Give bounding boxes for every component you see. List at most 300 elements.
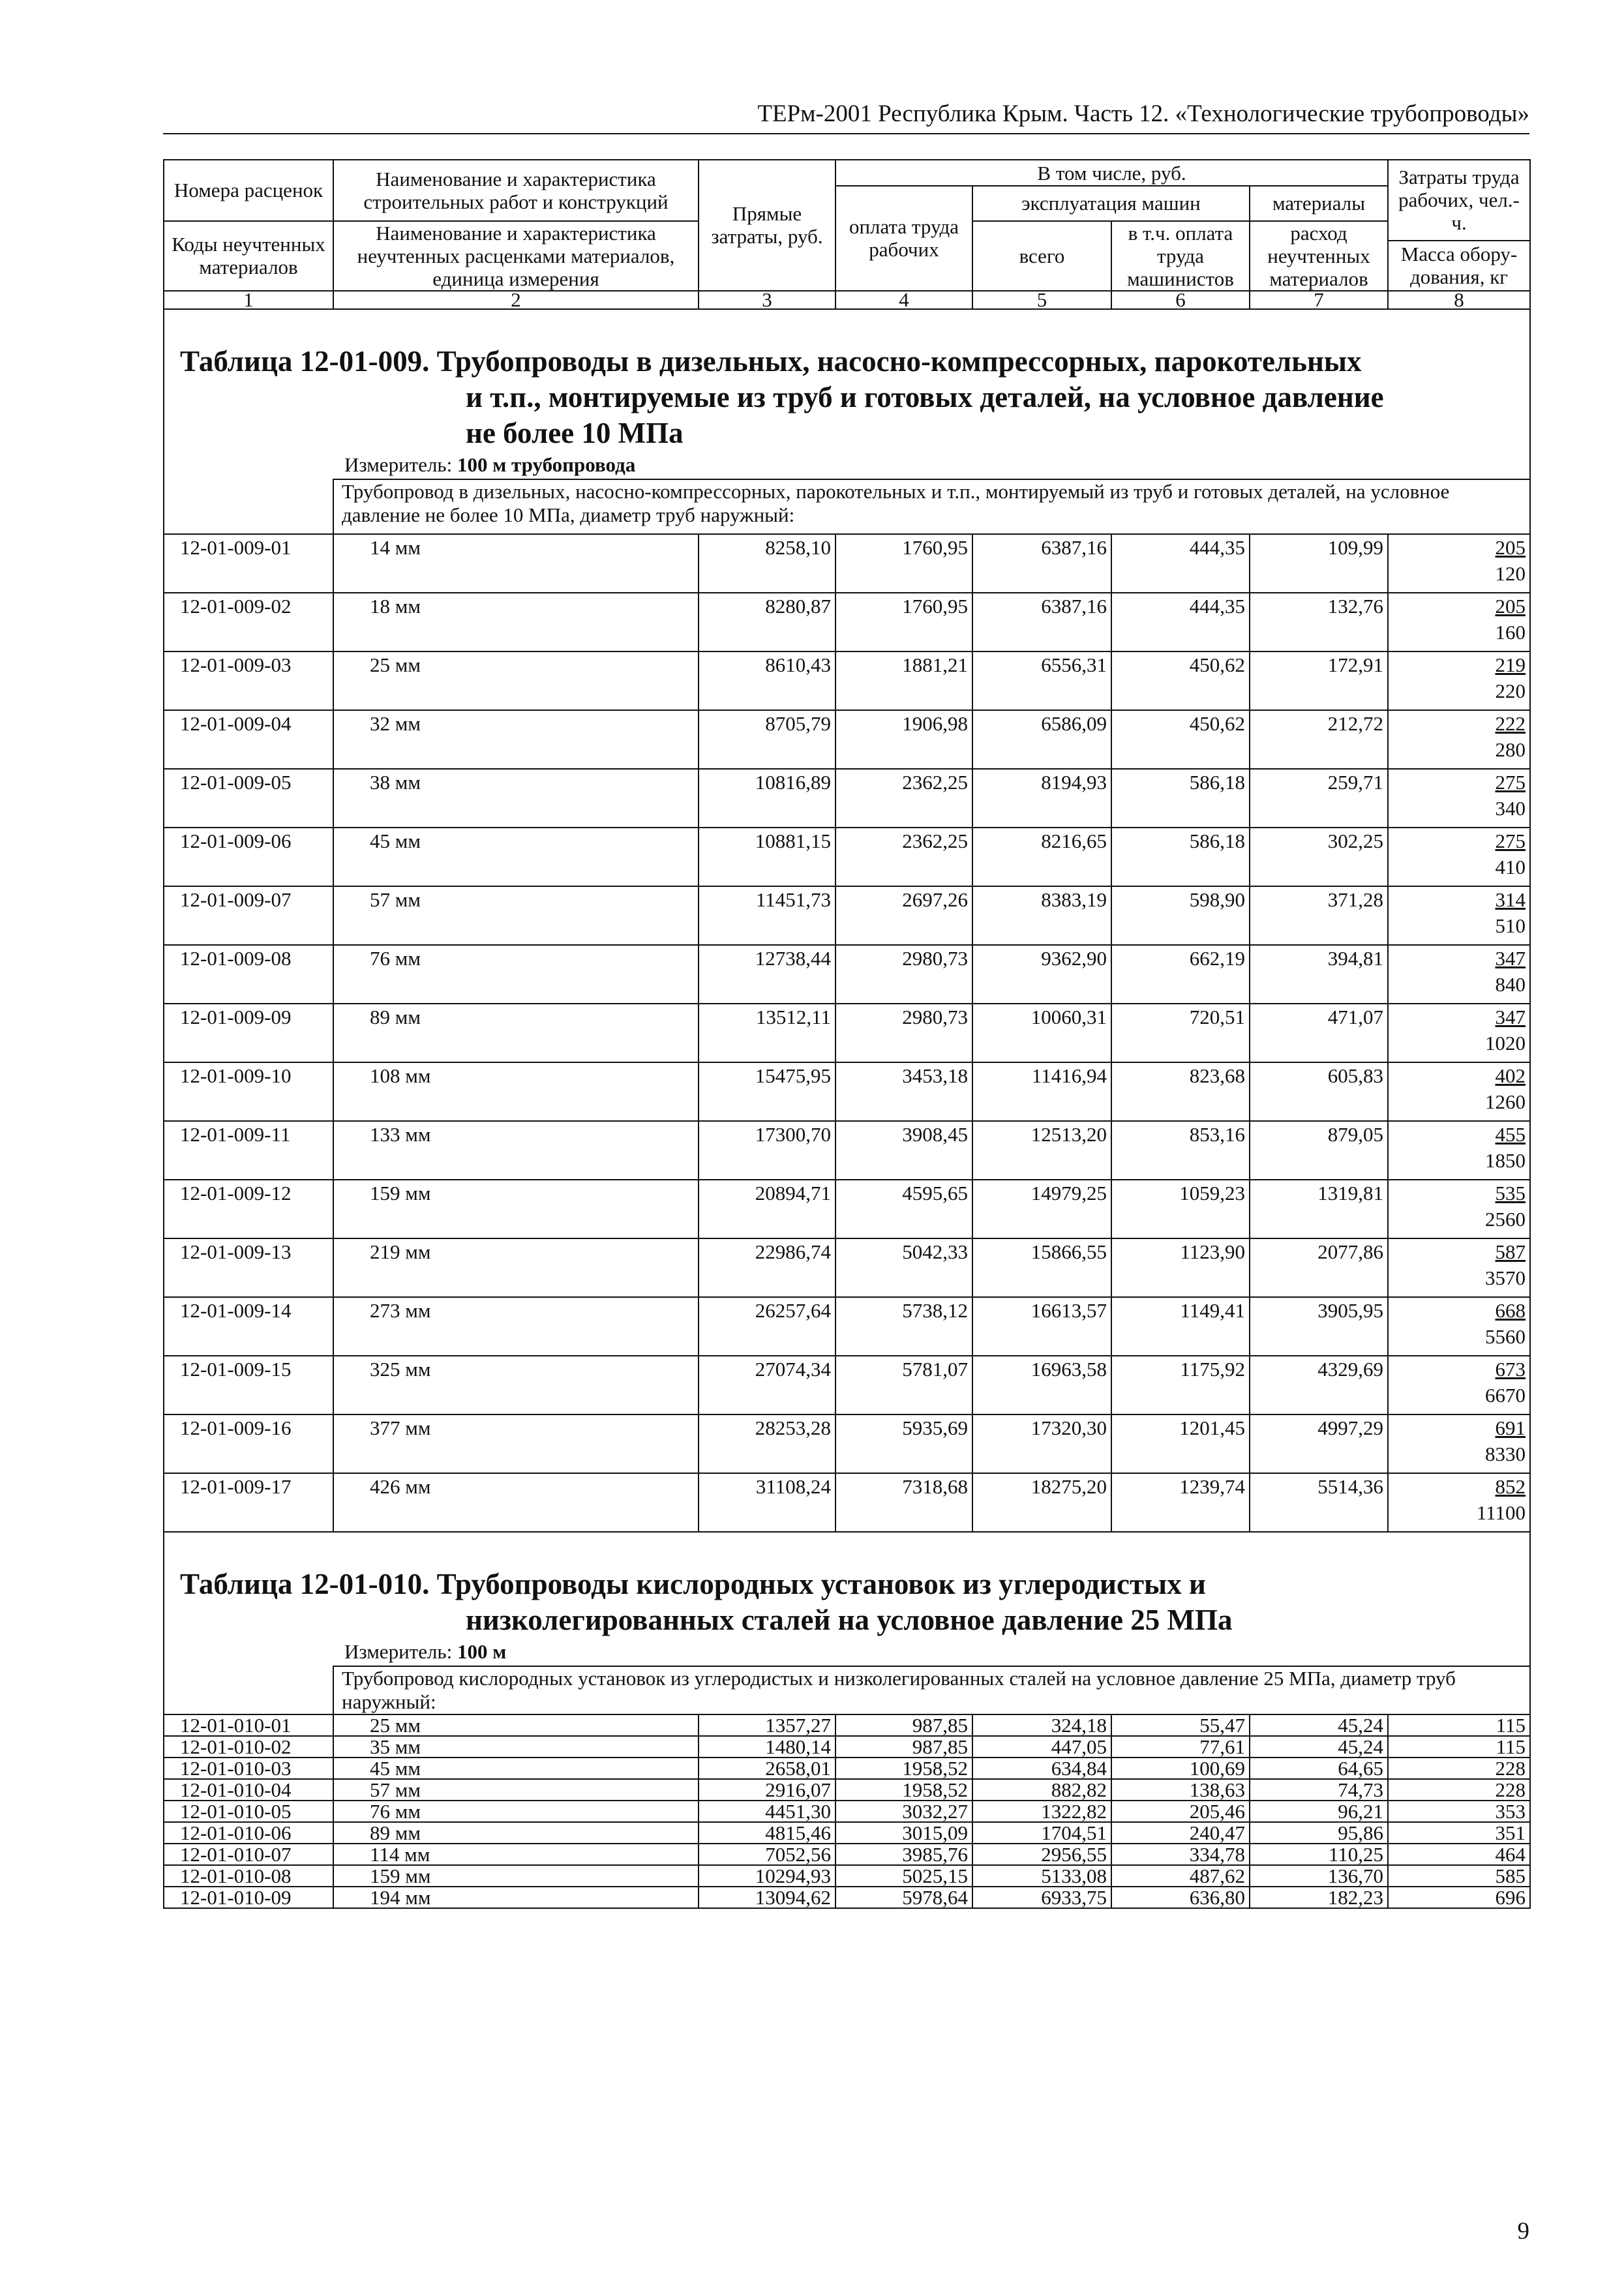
- labor-costs: 205: [1495, 594, 1526, 618]
- machinist-wages-cell: 450,62: [1111, 710, 1250, 769]
- labor-mass-cell: [1388, 593, 1530, 651]
- labor-mass-cell: [1388, 1758, 1530, 1779]
- equipment-mass: 11100: [1476, 1501, 1526, 1524]
- direct-costs-cell: 17300,70: [699, 1121, 835, 1180]
- table-row: [164, 534, 1530, 593]
- labor-costs: 351: [1495, 1821, 1526, 1844]
- labor-mass-cell: [1388, 1887, 1530, 1908]
- machinist-wages-cell: 598,90: [1111, 886, 1250, 945]
- rate-code-cell: 12-01-009-14: [164, 1297, 333, 1356]
- table-12-01-009-rows: [164, 534, 1530, 1532]
- equipment-mass: 220: [1495, 679, 1526, 702]
- rate-code-cell: 12-01-009-17: [164, 1473, 333, 1532]
- labor-costs: 347: [1495, 1005, 1526, 1028]
- rate-code-cell: 12-01-009-11: [164, 1121, 333, 1180]
- table-row: [164, 1238, 1530, 1297]
- labor-costs: 275: [1495, 770, 1526, 794]
- rate-code-cell: 12-01-010-09: [164, 1887, 333, 1908]
- header-machines-total: всего: [972, 221, 1111, 291]
- machines-total-cell: 10060,31: [972, 1004, 1111, 1062]
- wages-cell: 5738,12: [835, 1297, 972, 1356]
- table-row: [164, 1865, 1530, 1887]
- pipe-diameter-cell: 18 мм: [333, 593, 699, 651]
- table-row: [164, 886, 1530, 945]
- wages-cell: 3985,76: [835, 1844, 972, 1865]
- machines-total-cell: 6556,31: [972, 651, 1111, 710]
- direct-costs-cell: 22986,74: [699, 1238, 835, 1297]
- labor-mass-cell: [1388, 1062, 1530, 1121]
- direct-costs-cell: 7052,56: [699, 1844, 835, 1865]
- header-machinist-wages: в т.ч. оплата труда машинистов: [1111, 221, 1250, 291]
- wages-cell: 4595,65: [835, 1180, 972, 1238]
- machines-total-cell: 16613,57: [972, 1297, 1111, 1356]
- machinist-wages-cell: 636,80: [1111, 1887, 1250, 1908]
- labor-mass-cell: [1388, 1414, 1530, 1473]
- labor-costs: 668: [1495, 1298, 1526, 1322]
- labor-costs: 115: [1496, 1713, 1526, 1737]
- equipment-mass: 6670: [1485, 1383, 1526, 1407]
- machines-total-cell: 9362,90: [972, 945, 1111, 1004]
- pipe-diameter-cell: 25 мм: [333, 651, 699, 710]
- header-machines: эксплуатация машин: [972, 186, 1250, 221]
- wages-cell: 7318,68: [835, 1473, 972, 1532]
- direct-costs-cell: 20894,71: [699, 1180, 835, 1238]
- machinist-wages-cell: 1175,92: [1111, 1356, 1250, 1414]
- wages-cell: 2362,25: [835, 828, 972, 886]
- materials-cell: 95,86: [1250, 1822, 1388, 1844]
- header-equipment-mass: Масса обору-дования, кг: [1388, 241, 1530, 291]
- pipe-diameter-cell: 114 мм: [333, 1844, 699, 1865]
- pipe-diameter-cell: 32 мм: [333, 710, 699, 769]
- machinist-wages-cell: 77,61: [1111, 1736, 1250, 1758]
- direct-costs-cell: 12738,44: [699, 945, 835, 1004]
- materials-cell: 212,72: [1250, 710, 1388, 769]
- equipment-mass: 1260: [1485, 1090, 1526, 1113]
- rate-code-cell: 12-01-009-07: [164, 886, 333, 945]
- wages-cell: 5025,15: [835, 1865, 972, 1887]
- direct-costs-cell: 10816,89: [699, 769, 835, 828]
- table-12-01-009-heading: [164, 309, 1530, 534]
- labor-mass-cell: [1388, 1714, 1530, 1736]
- wages-cell: 1881,21: [835, 651, 972, 710]
- rate-code-cell: 12-01-010-05: [164, 1801, 333, 1822]
- machinist-wages-cell: 334,78: [1111, 1844, 1250, 1865]
- table-row: [164, 1801, 1530, 1822]
- labor-costs: 228: [1495, 1756, 1526, 1780]
- rate-code-cell: 12-01-009-06: [164, 828, 333, 886]
- pipe-diameter-cell: 76 мм: [333, 945, 699, 1004]
- table-row: [164, 769, 1530, 828]
- pipe-diameter-cell: 325 мм: [333, 1356, 699, 1414]
- wages-cell: 3453,18: [835, 1062, 972, 1121]
- pipe-diameter-cell: 426 мм: [333, 1473, 699, 1532]
- machinist-wages-cell: 1059,23: [1111, 1180, 1250, 1238]
- labor-mass-cell: [1388, 769, 1530, 828]
- wages-cell: 1906,98: [835, 710, 972, 769]
- machines-total-cell: 12513,20: [972, 1121, 1111, 1180]
- table-row: [164, 1714, 1530, 1736]
- machinist-wages-cell: 55,47: [1111, 1714, 1250, 1736]
- machines-total-cell: 447,05: [972, 1736, 1111, 1758]
- machinist-wages-cell: 586,18: [1111, 828, 1250, 886]
- table-row: [164, 1887, 1530, 1908]
- labor-costs: 691: [1495, 1416, 1526, 1439]
- materials-cell: 45,24: [1250, 1736, 1388, 1758]
- machines-total-cell: 11416,94: [972, 1062, 1111, 1121]
- equipment-mass: 120: [1495, 561, 1526, 585]
- header-labor-costs: Затраты труда рабочих, чел.-ч.: [1388, 160, 1530, 241]
- materials-cell: 64,65: [1250, 1758, 1388, 1779]
- materials-cell: 259,71: [1250, 769, 1388, 828]
- machinist-wages-cell: 823,68: [1111, 1062, 1250, 1121]
- machines-total-cell: 6933,75: [972, 1887, 1111, 1908]
- materials-cell: 109,99: [1250, 534, 1388, 593]
- direct-costs-cell: 1480,14: [699, 1736, 835, 1758]
- machines-total-cell: 6387,16: [972, 593, 1111, 651]
- machinist-wages-cell: 586,18: [1111, 769, 1250, 828]
- rate-code-cell: 12-01-009-10: [164, 1062, 333, 1121]
- labor-costs: 228: [1495, 1778, 1526, 1801]
- table-row: [164, 1736, 1530, 1758]
- wages-cell: 2697,26: [835, 886, 972, 945]
- rate-code-cell: 12-01-010-06: [164, 1822, 333, 1844]
- machinist-wages-cell: 720,51: [1111, 1004, 1250, 1062]
- pipe-diameter-cell: 25 мм: [333, 1714, 699, 1736]
- header-rate-numbers: Номера расценок: [164, 160, 333, 221]
- machines-total-cell: 1704,51: [972, 1822, 1111, 1844]
- labor-costs: 347: [1495, 946, 1526, 970]
- table-title-cell: [164, 309, 1530, 479]
- header-including: В том числе, руб.: [835, 160, 1388, 186]
- rate-code-cell: 12-01-009-13: [164, 1238, 333, 1297]
- machines-total-cell: 1322,82: [972, 1801, 1111, 1822]
- equipment-mass: 5560: [1485, 1324, 1526, 1348]
- materials-cell: 2077,86: [1250, 1238, 1388, 1297]
- machinist-wages-cell: 205,46: [1111, 1801, 1250, 1822]
- rate-code-cell: 12-01-010-08: [164, 1865, 333, 1887]
- materials-cell: 302,25: [1250, 828, 1388, 886]
- materials-cell: 4329,69: [1250, 1356, 1388, 1414]
- rate-code-cell: 12-01-009-15: [164, 1356, 333, 1414]
- materials-cell: 96,21: [1250, 1801, 1388, 1822]
- labor-mass-cell: [1388, 1801, 1530, 1822]
- labor-costs: 219: [1495, 653, 1526, 676]
- table-subheading: Трубопровод кислородных установок из углеродистых и низколегированных сталей на условное давление 25 МПа, диаметр труб наружный:: [333, 1666, 1530, 1714]
- direct-costs-cell: 8280,87: [699, 593, 835, 651]
- table-12-01-010-heading: [164, 1532, 1530, 1714]
- table-row: [164, 651, 1530, 710]
- labor-mass-cell: [1388, 1180, 1530, 1238]
- direct-costs-cell: 2658,01: [699, 1758, 835, 1779]
- pipe-diameter-cell: 76 мм: [333, 1801, 699, 1822]
- rate-code-cell: 12-01-009-12: [164, 1180, 333, 1238]
- table-row: [164, 1297, 1530, 1356]
- machinist-wages-cell: 100,69: [1111, 1758, 1250, 1779]
- pipe-diameter-cell: 89 мм: [333, 1822, 699, 1844]
- equipment-mass: 840: [1495, 972, 1526, 996]
- machines-total-cell: 8216,65: [972, 828, 1111, 886]
- wages-cell: 3015,09: [835, 1822, 972, 1844]
- machines-total-cell: 15866,55: [972, 1238, 1111, 1297]
- rate-code-cell: 12-01-010-04: [164, 1779, 333, 1801]
- direct-costs-cell: 2916,07: [699, 1779, 835, 1801]
- wages-cell: 1958,52: [835, 1758, 972, 1779]
- labor-costs: 585: [1495, 1864, 1526, 1887]
- machines-total-cell: 18275,20: [972, 1473, 1111, 1532]
- materials-cell: 371,28: [1250, 886, 1388, 945]
- wages-cell: 5781,07: [835, 1356, 972, 1414]
- materials-cell: 74,73: [1250, 1779, 1388, 1801]
- rate-code-cell: 12-01-010-01: [164, 1714, 333, 1736]
- materials-cell: 110,25: [1250, 1844, 1388, 1865]
- pipe-diameter-cell: 45 мм: [333, 828, 699, 886]
- labor-mass-cell: [1388, 1473, 1530, 1532]
- table-row: [164, 593, 1530, 651]
- machinist-wages-cell: 1149,41: [1111, 1297, 1250, 1356]
- labor-mass-cell: [1388, 1238, 1530, 1297]
- rate-code-cell: 12-01-010-03: [164, 1758, 333, 1779]
- price-table: [163, 159, 1531, 1909]
- machinist-wages-cell: 853,16: [1111, 1121, 1250, 1180]
- table-subheading: Трубопровод в дизельных, насосно-компрессорных, парокотельных и т.п., монтируемый из труб и готовых деталей, на условное давление не более 10 МПа, диаметр труб наружный:: [333, 479, 1530, 534]
- table-row: [164, 828, 1530, 886]
- machinist-wages-cell: 487,62: [1111, 1865, 1250, 1887]
- materials-cell: 879,05: [1250, 1121, 1388, 1180]
- labor-costs: 314: [1495, 888, 1526, 911]
- machinist-wages-cell: 662,19: [1111, 945, 1250, 1004]
- materials-cell: 394,81: [1250, 945, 1388, 1004]
- rate-code-cell: 12-01-009-01: [164, 534, 333, 593]
- equipment-mass: 1850: [1485, 1148, 1526, 1172]
- materials-cell: 45,24: [1250, 1714, 1388, 1736]
- wages-cell: 5935,69: [835, 1414, 972, 1473]
- empty-cell: [164, 1666, 333, 1714]
- direct-costs-cell: 1357,27: [699, 1714, 835, 1736]
- pipe-diameter-cell: 57 мм: [333, 1779, 699, 1801]
- pipe-diameter-cell: 57 мм: [333, 886, 699, 945]
- rate-code-cell: 12-01-009-05: [164, 769, 333, 828]
- machines-total-cell: 5133,08: [972, 1865, 1111, 1887]
- machinist-wages-cell: 138,63: [1111, 1779, 1250, 1801]
- labor-mass-cell: [1388, 945, 1530, 1004]
- rate-code-cell: 12-01-009-16: [164, 1414, 333, 1473]
- materials-cell: 136,70: [1250, 1865, 1388, 1887]
- direct-costs-cell: 27074,34: [699, 1356, 835, 1414]
- direct-costs-cell: 8258,10: [699, 534, 835, 593]
- wages-cell: 987,85: [835, 1736, 972, 1758]
- running-header: ТЕРм-2001 Республика Крым. Часть 12. «Технологические трубопроводы»: [163, 98, 1529, 134]
- labor-costs: 115: [1496, 1735, 1526, 1758]
- machines-total-cell: 6387,16: [972, 534, 1111, 593]
- machinist-wages-cell: 1123,90: [1111, 1238, 1250, 1297]
- direct-costs-cell: 8610,43: [699, 651, 835, 710]
- labor-mass-cell: [1388, 651, 1530, 710]
- labor-mass-cell: [1388, 1822, 1530, 1844]
- rate-code-cell: 12-01-010-02: [164, 1736, 333, 1758]
- labor-costs: 455: [1495, 1122, 1526, 1146]
- equipment-mass: 1020: [1485, 1031, 1526, 1055]
- materials-cell: 132,76: [1250, 593, 1388, 651]
- rate-code-cell: 12-01-009-09: [164, 1004, 333, 1062]
- direct-costs-cell: 8705,79: [699, 710, 835, 769]
- rate-code-cell: 12-01-009-08: [164, 945, 333, 1004]
- equipment-mass: 160: [1495, 620, 1526, 644]
- table-row: [164, 1779, 1530, 1801]
- equipment-mass: 2560: [1485, 1207, 1526, 1231]
- table-row: [164, 1062, 1530, 1121]
- rate-code-cell: 12-01-009-02: [164, 593, 333, 651]
- wages-cell: 2362,25: [835, 769, 972, 828]
- pipe-diameter-cell: 35 мм: [333, 1736, 699, 1758]
- equipment-mass: 510: [1495, 914, 1526, 937]
- labor-costs: 353: [1495, 1799, 1526, 1823]
- direct-costs-cell: 13512,11: [699, 1004, 835, 1062]
- machines-total-cell: 2956,55: [972, 1844, 1111, 1865]
- labor-mass-cell: [1388, 886, 1530, 945]
- header-work-name: Наименование и характеристика строительных работ и конструкций: [333, 160, 699, 221]
- equipment-mass: 8330: [1485, 1442, 1526, 1465]
- machines-total-cell: 8194,93: [972, 769, 1111, 828]
- labor-costs: 222: [1495, 711, 1526, 735]
- wages-cell: 2980,73: [835, 945, 972, 1004]
- col-number: 2: [333, 291, 699, 309]
- materials-cell: 605,83: [1250, 1062, 1388, 1121]
- direct-costs-cell: 13094,62: [699, 1887, 835, 1908]
- table-title-cell: [164, 1532, 1530, 1666]
- machinist-wages-cell: 444,35: [1111, 534, 1250, 593]
- wages-cell: 5978,64: [835, 1887, 972, 1908]
- pipe-diameter-cell: 273 мм: [333, 1297, 699, 1356]
- table-row: [164, 1822, 1530, 1844]
- labor-mass-cell: [1388, 1844, 1530, 1865]
- materials-cell: 4997,29: [1250, 1414, 1388, 1473]
- header-material-codes: Коды неучтенных материалов: [164, 221, 333, 291]
- pipe-diameter-cell: 45 мм: [333, 1758, 699, 1779]
- labor-mass-cell: [1388, 1865, 1530, 1887]
- wages-cell: 5042,33: [835, 1238, 972, 1297]
- wages-cell: 1958,52: [835, 1779, 972, 1801]
- labor-mass-cell: [1388, 534, 1530, 593]
- pipe-diameter-cell: 159 мм: [333, 1865, 699, 1887]
- machinist-wages-cell: 450,62: [1111, 651, 1250, 710]
- direct-costs-cell: 4451,30: [699, 1801, 835, 1822]
- col-number: 7: [1250, 291, 1388, 309]
- equipment-mass: 340: [1495, 796, 1526, 820]
- col-number: 8: [1388, 291, 1530, 309]
- table-row: [164, 1356, 1530, 1414]
- rate-code-cell: 12-01-009-03: [164, 651, 333, 710]
- labor-costs: 535: [1495, 1181, 1526, 1204]
- col-number: 5: [972, 291, 1111, 309]
- labor-costs: 587: [1495, 1240, 1526, 1263]
- wages-cell: 3032,27: [835, 1801, 972, 1822]
- wages-cell: 1760,95: [835, 593, 972, 651]
- machinist-wages-cell: 240,47: [1111, 1822, 1250, 1844]
- col-number: 6: [1111, 291, 1250, 309]
- direct-costs-cell: 15475,95: [699, 1062, 835, 1121]
- machines-total-cell: 634,84: [972, 1758, 1111, 1779]
- materials-cell: 3905,95: [1250, 1297, 1388, 1356]
- table-12-01-010-rows: [164, 1714, 1530, 1908]
- machines-total-cell: 16963,58: [972, 1356, 1111, 1414]
- table-row: [164, 1004, 1530, 1062]
- direct-costs-cell: 10881,15: [699, 828, 835, 886]
- equipment-mass: 280: [1495, 738, 1526, 761]
- machines-total-cell: 882,82: [972, 1779, 1111, 1801]
- materials-cell: 471,07: [1250, 1004, 1388, 1062]
- labor-mass-cell: [1388, 1779, 1530, 1801]
- col-number: 1: [164, 291, 333, 309]
- empty-cell: [164, 479, 333, 534]
- pipe-diameter-cell: 89 мм: [333, 1004, 699, 1062]
- labor-mass-cell: [1388, 1004, 1530, 1062]
- materials-cell: 182,23: [1250, 1887, 1388, 1908]
- table-row: [164, 1180, 1530, 1238]
- page-number: 9: [1517, 2218, 1529, 2245]
- machinist-wages-cell: 1239,74: [1111, 1473, 1250, 1532]
- equipment-mass: 410: [1495, 855, 1526, 878]
- equipment-mass: 3570: [1485, 1266, 1526, 1289]
- labor-costs: 696: [1495, 1885, 1526, 1909]
- table-row: [164, 945, 1530, 1004]
- direct-costs-cell: 26257,64: [699, 1297, 835, 1356]
- labor-costs: 275: [1495, 829, 1526, 852]
- header-wages: оплата труда рабочих: [835, 186, 972, 291]
- direct-costs-cell: 31108,24: [699, 1473, 835, 1532]
- machinist-wages-cell: 1201,45: [1111, 1414, 1250, 1473]
- labor-mass-cell: [1388, 1356, 1530, 1414]
- labor-mass-cell: [1388, 1121, 1530, 1180]
- header-material-names: Наименование и характеристика неучтенных расценками материалов, единица измерения: [333, 221, 699, 291]
- pipe-diameter-cell: 38 мм: [333, 769, 699, 828]
- wages-cell: 1760,95: [835, 534, 972, 593]
- pipe-diameter-cell: 159 мм: [333, 1180, 699, 1238]
- labor-mass-cell: [1388, 710, 1530, 769]
- machines-total-cell: 8383,19: [972, 886, 1111, 945]
- table-title: Таблица 12-01-010. Трубопроводы кислородных установок из углеродистых и низколегированных сталей на условное давление 25 МПа: [180, 1567, 1233, 1636]
- pipe-diameter-cell: 377 мм: [333, 1414, 699, 1473]
- table-row: [164, 1473, 1530, 1532]
- labor-costs: 464: [1495, 1842, 1526, 1866]
- machinist-wages-cell: 444,35: [1111, 593, 1250, 651]
- header-direct-costs: Прямые затраты, руб.: [699, 160, 835, 291]
- table-row: [164, 1414, 1530, 1473]
- machines-total-cell: 324,18: [972, 1714, 1111, 1736]
- table-row: [164, 1844, 1530, 1865]
- pipe-diameter-cell: 14 мм: [333, 534, 699, 593]
- direct-costs-cell: 28253,28: [699, 1414, 835, 1473]
- table-unit: Измеритель: 100 м трубопровода: [344, 453, 636, 476]
- materials-cell: 172,91: [1250, 651, 1388, 710]
- labor-mass-cell: [1388, 1736, 1530, 1758]
- machines-total-cell: 6586,09: [972, 710, 1111, 769]
- pipe-diameter-cell: 219 мм: [333, 1238, 699, 1297]
- pipe-diameter-cell: 133 мм: [333, 1121, 699, 1180]
- wages-cell: 2980,73: [835, 1004, 972, 1062]
- pipe-diameter-cell: 108 мм: [333, 1062, 699, 1121]
- table-title: Таблица 12-01-009. Трубопроводы в дизельных, насосно-компрессорных, парокотельных и т.п., монтируемые из труб и готовых деталей, на условное давление не более 10 МПа: [180, 344, 1384, 449]
- labor-mass-cell: [1388, 1297, 1530, 1356]
- table-unit: Измеритель: 100 м: [344, 1639, 507, 1663]
- direct-costs-cell: 4815,46: [699, 1822, 835, 1844]
- labor-mass-cell: [1388, 828, 1530, 886]
- pipe-diameter-cell: 194 мм: [333, 1887, 699, 1908]
- wages-cell: 3908,45: [835, 1121, 972, 1180]
- machines-total-cell: 17320,30: [972, 1414, 1111, 1473]
- direct-costs-cell: 11451,73: [699, 886, 835, 945]
- labor-costs: 852: [1495, 1474, 1526, 1498]
- labor-costs: 673: [1495, 1357, 1526, 1381]
